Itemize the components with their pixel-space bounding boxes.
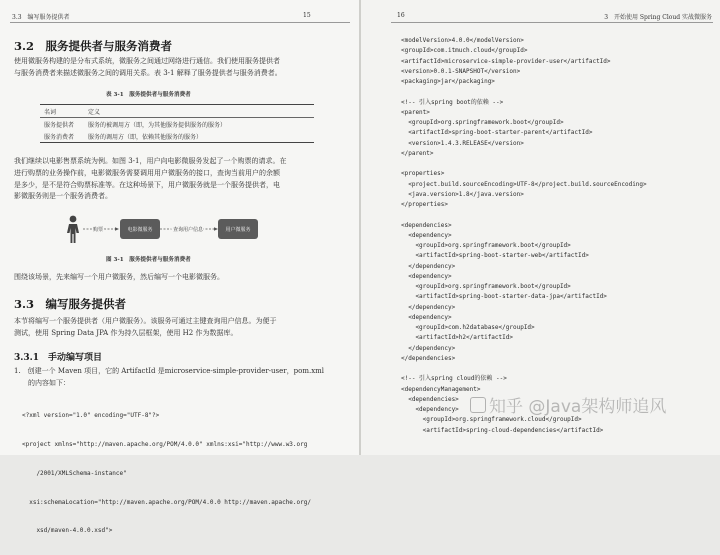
code-line: <dependency>	[401, 313, 452, 321]
code-line: <parent>	[401, 108, 430, 116]
step-1-line: 的内容如下：	[14, 378, 70, 387]
user-service-label: 用户微服务	[225, 227, 251, 233]
watermark-text: 知乎 @Java架构师追风	[489, 397, 667, 417]
code-line: xsd/maven-4.0.0.xsd">	[22, 527, 113, 535]
section-3-3-paragraph	[14, 316, 277, 340]
scenario-line: 我们继续以电影售票系统为例。如图 3-1，用户向电影微服务发起了一个购票的请求。在	[14, 157, 287, 165]
code-line: <dependency>	[401, 272, 452, 280]
pom-code-block-continued	[401, 36, 647, 436]
code-line	[401, 87, 647, 97]
code-line: <artifactId>h2</artifactId>	[401, 334, 513, 342]
code-line: /2001/XMLSchema-instance"	[22, 469, 127, 477]
code-line: <groupId>com.h2database</groupId>	[401, 324, 535, 331]
code-line: <groupId>org.springframework.boot</groupId>	[401, 119, 564, 126]
scenario-paragraph	[14, 156, 287, 203]
provider-consumer-table	[40, 104, 314, 143]
code-line	[401, 210, 647, 220]
code-line: </dependency>	[401, 262, 456, 270]
header-rule-right	[391, 22, 713, 23]
step-1-paragraph	[14, 366, 324, 390]
table-header-term: 名词	[44, 108, 57, 116]
section-3-3-line: 测试，使用 Spring Data JPA 作为持久层框架，使用 H2 作为数据库。	[14, 328, 238, 337]
code-line: <properties>	[401, 170, 445, 178]
table-cell: 服务的被调用方（即，为其他服务提供服务的服务）	[88, 121, 227, 129]
code-line: </dependencies>	[401, 354, 456, 362]
code-line: <artifactId>spring-boot-starter-parent</artifactId>	[401, 129, 593, 137]
table-cell: 服务的调用方（即，依赖其他服务的服务）	[88, 133, 203, 141]
code-line: <packaging>jar</packaging>	[401, 78, 495, 85]
left-page	[0, 0, 359, 535]
header-rule-left	[10, 22, 350, 23]
right-page	[361, 0, 720, 455]
section-3-3-title: 3.3 编写服务提供者	[14, 297, 127, 311]
code-line: <groupId>org.springframework.cloud</groupId>	[401, 416, 582, 424]
step-1-line: 1. 创建一个 Maven 项目，它的 ArtifactId 是microservice-simple-provider-user，pom.xml	[14, 367, 325, 375]
after-figure-paragraph	[14, 272, 224, 284]
section-3-2-title: 3.2 服务提供者与服务消费者	[14, 39, 173, 53]
arrow-head	[214, 227, 218, 231]
code-line: <artifactId>spring-cloud-dependencies</artifactId>	[401, 426, 604, 434]
running-header-right: 3 开始使用 Spring Cloud 实战微服务	[604, 14, 712, 21]
section-3-3-1-title: 3.3.1 手动编写项目	[14, 353, 103, 363]
intro-paragraph	[14, 56, 282, 80]
code-line: </parent>	[401, 149, 434, 157]
arrow-head	[115, 227, 119, 231]
figure-caption: 图 3-1 服务提供者与服务消费者	[106, 257, 191, 263]
code-line: <modelVersion>4.0.0</modelVersion>	[401, 37, 524, 44]
code-line: </dependency>	[401, 303, 456, 311]
code-line: </properties>	[401, 201, 448, 208]
code-line: <artifactId>microservice-simple-provider-user</artifactId>	[401, 57, 611, 65]
label-buy: 购票	[92, 227, 104, 233]
intro-line: 使用微服务构建的是分布式系统，微服务之间通过网络进行通信。我们使用服务提供者	[14, 57, 280, 65]
code-line: <version>1.4.3.RELEASE</version>	[401, 139, 524, 147]
scenario-line: 影微服务则是一个服务消费者。	[14, 192, 112, 201]
page-number-left: 15	[303, 12, 311, 19]
code-line: <dependencies>	[401, 395, 459, 403]
pom-code-block-start	[22, 392, 311, 555]
code-line: <project xmlns="http://maven.apache.org/POM/4.0.0" xmlns:xsi="http://www.w3.org	[22, 440, 308, 448]
running-header-left: 3.3 编写服务提供者	[12, 14, 70, 21]
code-line: <dependencyManagement>	[401, 385, 481, 393]
intro-line: 与服务消费者来描述微服务之间的调用关系。表 3-1 解释了服务提供者与服务消费者。	[14, 68, 282, 77]
code-line	[401, 159, 647, 169]
person-icon	[67, 216, 79, 243]
code-line: <dependency>	[401, 231, 452, 239]
code-line: <groupId>org.springframework.boot</groupId>	[401, 283, 571, 290]
code-line: <!-- 引入spring boot的依赖 -->	[401, 98, 504, 106]
label-query: 查询用户信息	[172, 227, 204, 233]
zhihu-logo-icon	[470, 397, 486, 413]
code-line: <project.build.sourceEncoding>UTF-8</project.build.sourceEncoding>	[401, 180, 647, 188]
table-row	[40, 130, 314, 143]
code-line: <artifactId>spring-boot-starter-web</artifactId>	[401, 252, 589, 260]
code-line: <version>0.0.1-SNAPSHOT</version>	[401, 67, 521, 75]
table-cell: 服务消费者	[44, 133, 75, 141]
table-header-definition: 定义	[88, 108, 101, 116]
code-line: <dependency>	[401, 406, 459, 413]
section-3-3-line: 本节将编写一个服务提供者（用户微服务）。该服务可通过主键查询用户信息。为便于	[14, 317, 277, 325]
figure-3-1-diagram	[63, 213, 261, 245]
table-caption: 表 3-1 服务提供者与服务消费者	[106, 92, 191, 98]
code-line: <java.version>1.8</java.version>	[401, 190, 524, 198]
code-line: <?xml version="1.0" encoding="UTF-8"?>	[22, 412, 160, 420]
table-header-row	[40, 105, 314, 118]
code-line: </dependency>	[401, 344, 456, 352]
code-line	[401, 364, 647, 374]
code-line: <dependencies>	[401, 221, 452, 229]
scenario-line: 是多少，是不是符合购票标准等。在这种场景下，用户微服务就是一个服务提供者，电	[14, 180, 280, 189]
movie-service-label: 电影微服务	[127, 227, 153, 233]
code-line: <!-- 引入spring cloud的依赖 -->	[401, 375, 507, 383]
scenario-line: 进行购票的业务操作前，电影微服务需要调用用户微服务的接口，查询当前用户的余额	[14, 168, 280, 177]
code-line: <groupId>org.springframework.boot</groupId>	[401, 242, 571, 249]
page-number-right: 16	[397, 12, 405, 19]
table-row	[40, 118, 314, 131]
after-figure-line: 围绕该场景，先来编写一个用户微服务，然后编写一个电影微服务。	[14, 273, 224, 281]
code-line: xsi:schemaLocation="http://maven.apache.org/POM/4.0.0 http://maven.apache.org/	[22, 498, 311, 506]
code-line: <groupId>com.itmuch.cloud</groupId>	[401, 47, 528, 55]
watermark	[470, 392, 666, 417]
table-cell: 服务提供者	[44, 121, 75, 129]
code-line: <artifactId>spring-boot-starter-data-jpa</artifactId>	[401, 293, 607, 301]
